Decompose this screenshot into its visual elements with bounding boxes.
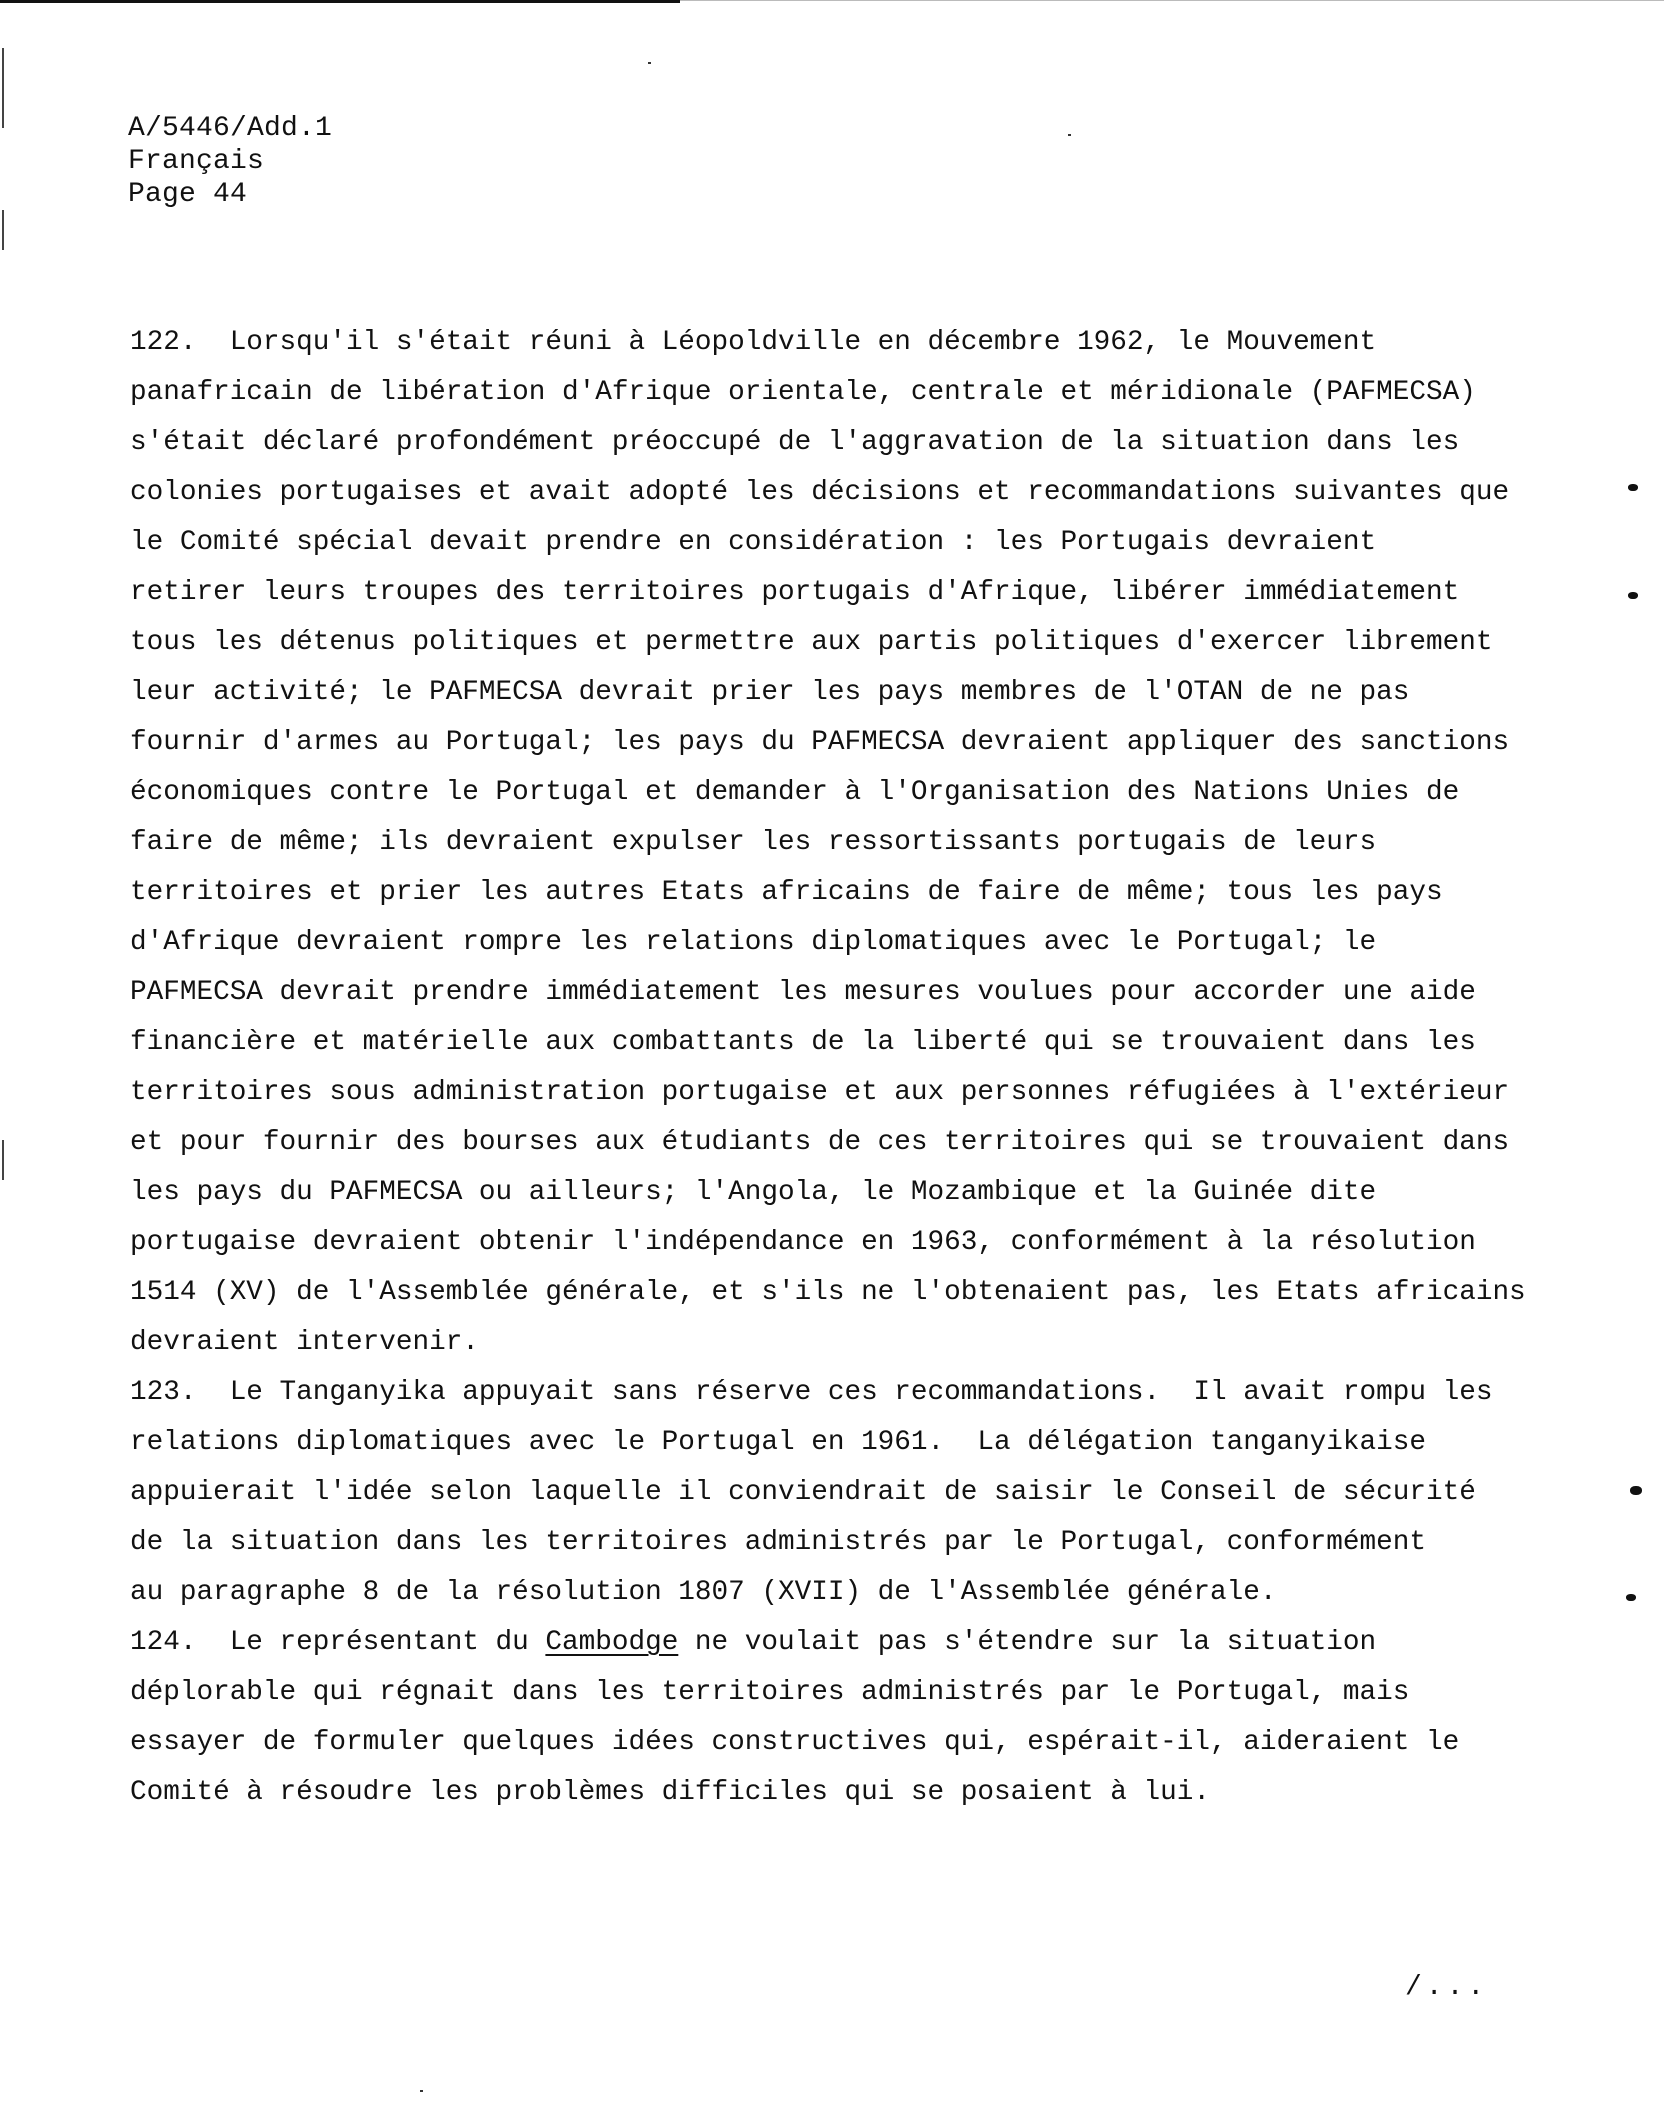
text-line: relations diplomatiques avec le Portugal en 1961. La délégation tanganyikaise xyxy=(130,1427,1426,1458)
text-line: le Comité spécial devait prendre en considération : les Portugais devraient xyxy=(130,527,1377,558)
scan-speck-artifact xyxy=(1628,484,1638,491)
text-line xyxy=(130,1618,1526,1668)
text-segment: ne voulait pas s'étendre sur la situation xyxy=(678,1627,1377,1658)
text-line: PAFMECSA devrait prendre immédiatement les mesures voulues pour accorder une aide xyxy=(130,977,1476,1008)
text-line: fournir d'armes au Portugal; les pays du PAFMECSA devraient appliquer des sanctions xyxy=(130,727,1510,758)
text-line: appuierait l'idée selon laquelle il conviendrait de saisir le Conseil de sécurité xyxy=(130,1477,1476,1508)
paragraph-124 xyxy=(130,1618,1526,1818)
scan-speck-artifact xyxy=(420,2090,423,2092)
document-body xyxy=(130,318,1526,1818)
text-line: d'Afrique devraient rompre les relations diplomatiques avec le Portugal; le xyxy=(130,927,1377,958)
text-line: territoires sous administration portugaise et aux personnes réfugiées à l'extérieur xyxy=(130,1077,1510,1108)
text-line: 123. Le Tanganyika appuyait sans réserve ces recommandations. Il avait rompu les xyxy=(130,1377,1493,1408)
document-symbol: A/5446/Add.1 xyxy=(128,113,333,144)
underlined-country-name: Cambodge xyxy=(545,1627,679,1658)
paragraph-122 xyxy=(130,318,1526,1368)
text-line: financière et matérielle aux combattants de la liberté qui se trouvaient dans les xyxy=(130,1027,1476,1058)
scan-edge-artifact xyxy=(0,0,680,3)
scan-margin-artifact xyxy=(2,210,4,250)
text-line: retirer leurs troupes des territoires portugais d'Afrique, libérer immédiatement xyxy=(130,577,1460,608)
text-segment: 124. Le représentant du xyxy=(130,1627,546,1658)
scan-margin-artifact xyxy=(2,1140,4,1180)
document-header xyxy=(128,112,332,211)
text-line: panafricain de libération d'Afrique orientale, centrale et méridionale (PAFMECSA) xyxy=(130,377,1476,408)
text-line: faire de même; ils devraient expulser les ressortissants portugais de leurs xyxy=(130,827,1377,858)
text-line: au paragraphe 8 de la résolution 1807 (XVII) de l'Assemblée générale. xyxy=(130,1577,1277,1608)
text-line: s'était déclaré profondément préoccupé de l'aggravation de la situation dans les xyxy=(130,427,1460,458)
text-line: essayer de formuler quelques idées constructives qui, espérait-il, aideraient le xyxy=(130,1727,1460,1758)
text-line: économiques contre le Portugal et demander à l'Organisation des Nations Unies de xyxy=(130,777,1460,808)
page-number: Page 44 xyxy=(128,179,248,210)
scan-speck-artifact xyxy=(1626,1594,1636,1601)
text-line: les pays du PAFMECSA ou ailleurs; l'Angola, le Mozambique et la Guinée dite xyxy=(130,1177,1377,1208)
text-line: colonies portugaises et avait adopté les décisions et recommandations suivantes que xyxy=(130,477,1510,508)
text-line: leur activité; le PAFMECSA devrait prier les pays membres de l'OTAN de ne pas xyxy=(130,677,1410,708)
scan-margin-artifact xyxy=(2,48,4,128)
text-line: 1514 (XV) de l'Assemblée générale, et s'ils ne l'obtenaient pas, les Etats africains xyxy=(130,1277,1526,1308)
continuation-marker: /... xyxy=(1405,1972,1489,2003)
scan-edge-artifact xyxy=(680,0,1664,1)
text-line: portugaise devraient obtenir l'indépendance en 1963, conformément à la résolution xyxy=(130,1227,1476,1258)
scan-speck-artifact xyxy=(1068,134,1071,136)
text-line: 122. Lorsqu'il s'était réuni à Léopoldville en décembre 1962, le Mouvement xyxy=(130,327,1377,358)
text-line: déplorable qui régnait dans les territoires administrés par le Portugal, mais xyxy=(130,1677,1410,1708)
text-line: devraient intervenir. xyxy=(130,1327,479,1358)
scan-speck-artifact xyxy=(1630,1486,1642,1495)
text-line: territoires et prier les autres Etats africains de faire de même; tous les pays xyxy=(130,877,1443,908)
scan-speck-artifact xyxy=(648,62,651,64)
text-line: Comité à résoudre les problèmes difficiles qui se posaient à lui. xyxy=(130,1777,1210,1808)
text-line: et pour fournir des bourses aux étudiants de ces territoires qui se trouvaient dans xyxy=(130,1127,1510,1158)
text-line: tous les détenus politiques et permettre aux partis politiques d'exercer librement xyxy=(130,627,1493,658)
scan-speck-artifact xyxy=(1628,592,1638,599)
text-line: de la situation dans les territoires administrés par le Portugal, conformément xyxy=(130,1527,1426,1558)
paragraph-123 xyxy=(130,1368,1526,1618)
document-language: Français xyxy=(128,146,265,177)
